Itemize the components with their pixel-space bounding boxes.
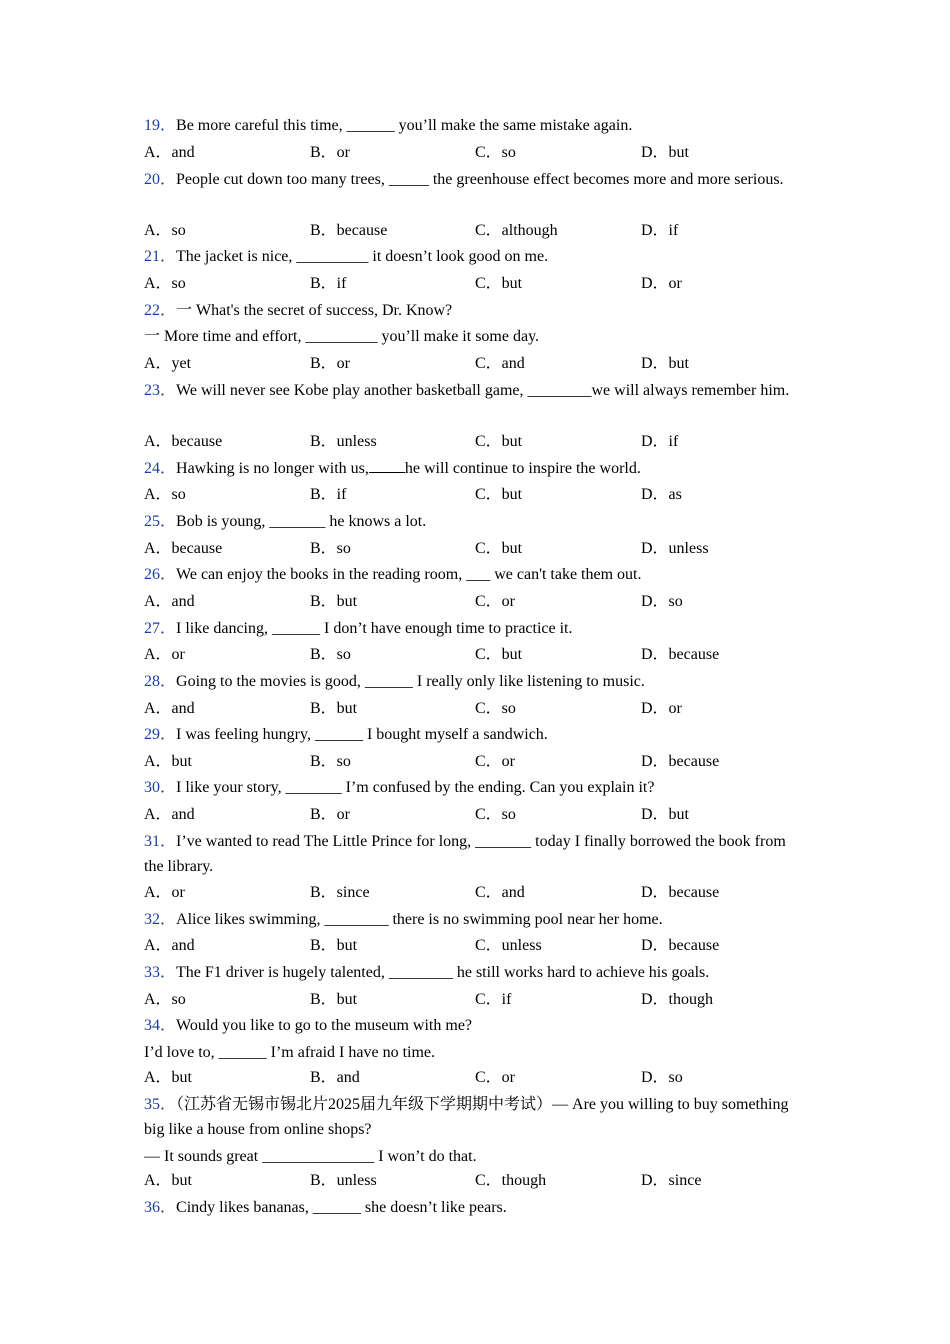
option-b: B．but <box>310 937 358 954</box>
option-c: C．or <box>475 753 516 770</box>
option-c: C．although <box>475 222 558 239</box>
option-a: A．but <box>144 753 193 770</box>
question-23 <box>144 378 794 403</box>
question-number: 20． <box>144 171 177 188</box>
question-number: 32． <box>144 911 177 928</box>
option-c: C．but <box>475 275 523 292</box>
question-number: 36． <box>144 1199 177 1216</box>
option-d: D．but <box>641 355 690 372</box>
option-a: A．but <box>144 1172 193 1189</box>
option-d: D．or <box>641 275 682 292</box>
question-stem: I like dancing, ______ I don’t have enough time to practice it. <box>176 620 573 637</box>
question-number: 34． <box>144 1017 177 1034</box>
option-a: A．and <box>144 700 195 717</box>
option-c: C．if <box>475 991 512 1008</box>
question-30 <box>144 775 794 800</box>
question-21 <box>144 244 794 269</box>
question-number: 21． <box>144 248 177 265</box>
option-d: D．unless <box>641 540 709 557</box>
options-34 <box>144 1065 804 1090</box>
option-a: A．so <box>144 222 186 239</box>
option-d: D．because <box>641 753 720 770</box>
question-stem: I’ve wanted to read The Little Prince for long, _______ today I finally borrowed the book from the library. <box>144 833 786 875</box>
question-29 <box>144 722 794 747</box>
question-26 <box>144 562 794 587</box>
option-c: C．so <box>475 700 516 717</box>
option-b: B．since <box>310 884 370 901</box>
option-a: A．so <box>144 275 186 292</box>
option-b: B．or <box>310 144 351 161</box>
options-25 <box>144 536 804 561</box>
option-a: A．and <box>144 144 195 161</box>
question-stem: I was feeling hungry, ______ I bought myself a sandwich. <box>176 726 548 743</box>
option-c: C．but <box>475 433 523 450</box>
question-20 <box>144 167 794 192</box>
option-c: C．or <box>475 593 516 610</box>
options-27 <box>144 642 804 667</box>
option-b: B．unless <box>310 433 377 450</box>
option-d: D．so <box>641 1069 683 1086</box>
option-b: B．unless <box>310 1172 377 1189</box>
question-number: 23． <box>144 382 177 399</box>
option-c: C．or <box>475 1069 516 1086</box>
question-stem-line-2: 一 More time and effort, _________ you’ll make it some day. <box>144 328 540 345</box>
question-36 <box>144 1195 794 1220</box>
question-stem: We will never see Kobe play another basketball game, ________we will always remember him. <box>176 382 790 399</box>
option-d: D．if <box>641 433 679 450</box>
option-b: B．because <box>310 222 388 239</box>
question-number: 29． <box>144 726 177 743</box>
question-25 <box>144 509 794 534</box>
options-33 <box>144 987 804 1012</box>
option-a: A．but <box>144 1069 193 1086</box>
question-stem: Be more careful this time, ______ you’ll make the same mistake again. <box>176 117 633 134</box>
option-a: A．or <box>144 646 185 663</box>
option-b: B．but <box>310 700 358 717</box>
question-35-line-3 <box>144 1144 794 1169</box>
options-21 <box>144 271 804 296</box>
option-c: C．but <box>475 540 523 557</box>
question-stem: People cut down too many trees, _____ the greenhouse effect becomes more and more serious. <box>176 171 784 188</box>
question-22-line-2 <box>144 324 794 349</box>
question-stem: The jacket is nice, _________ it doesn’t look good on me. <box>176 248 549 265</box>
option-d: D．because <box>641 937 720 954</box>
options-19 <box>144 140 804 165</box>
question-stem: Bob is young, _______ he knows a lot. <box>176 513 427 530</box>
question-stem: Alice likes swimming, ________ there is no swimming pool near her home. <box>176 911 663 928</box>
question-stem: （江苏省无锡市锡北片2025届九年级下学期期中考试）— Are you willing to buy something big like a house from online shops? <box>144 1096 789 1138</box>
option-c: C．unless <box>475 937 542 954</box>
option-d: D．if <box>641 222 679 239</box>
option-b: B．if <box>310 486 347 503</box>
option-d: D．because <box>641 646 720 663</box>
option-b: B．and <box>310 1069 360 1086</box>
option-c: C．and <box>475 884 525 901</box>
option-b: B．so <box>310 540 351 557</box>
option-b: B．but <box>310 593 358 610</box>
option-b: B．but <box>310 991 358 1008</box>
options-22 <box>144 351 804 376</box>
option-d: D．but <box>641 806 690 823</box>
option-d: D．so <box>641 593 683 610</box>
question-27 <box>144 616 794 641</box>
option-c: C．but <box>475 486 523 503</box>
question-34 <box>144 1013 794 1038</box>
answer-blank <box>369 459 405 473</box>
question-number: 35． <box>144 1096 177 1113</box>
options-26 <box>144 589 804 614</box>
option-a: A．or <box>144 884 185 901</box>
question-31 <box>144 829 794 879</box>
question-number: 24． <box>144 460 177 477</box>
options-23 <box>144 429 804 454</box>
option-d: D．though <box>641 991 714 1008</box>
options-31 <box>144 880 804 905</box>
question-22 <box>144 298 794 323</box>
question-stem-line-2: — It sounds great ______________ I won’t do that. <box>144 1148 477 1165</box>
question-28 <box>144 669 794 694</box>
option-c: C．so <box>475 806 516 823</box>
question-32 <box>144 907 794 932</box>
option-a: A．and <box>144 806 195 823</box>
options-20 <box>144 218 804 243</box>
question-24 <box>144 456 794 481</box>
option-d: D．because <box>641 884 720 901</box>
question-number: 28． <box>144 673 177 690</box>
option-b: B．so <box>310 646 351 663</box>
question-number: 31． <box>144 833 177 850</box>
options-35 <box>144 1168 804 1193</box>
option-c: C．though <box>475 1172 547 1189</box>
question-stem: Cindy likes bananas, ______ she doesn’t like pears. <box>176 1199 507 1216</box>
question-33 <box>144 960 794 985</box>
option-d: D．as <box>641 486 682 503</box>
options-24 <box>144 482 804 507</box>
option-c: C．but <box>475 646 523 663</box>
options-32 <box>144 933 804 958</box>
option-b: B．if <box>310 275 347 292</box>
options-29 <box>144 749 804 774</box>
question-stem: Would you like to go to the museum with me? <box>176 1017 473 1034</box>
question-stem: I like your story, _______ I’m confused by the ending. Can you explain it? <box>176 779 655 796</box>
question-number: 19． <box>144 117 177 134</box>
question-number: 27． <box>144 620 177 637</box>
option-c: C．so <box>475 144 516 161</box>
question-number: 26． <box>144 566 177 583</box>
option-a: A．so <box>144 486 186 503</box>
question-number: 22． <box>144 302 177 319</box>
option-a: A．because <box>144 540 223 557</box>
question-number: 33． <box>144 964 177 981</box>
option-a: A．yet <box>144 355 192 372</box>
option-a: A．because <box>144 433 223 450</box>
option-b: B．or <box>310 355 351 372</box>
option-a: A．and <box>144 937 195 954</box>
question-stem-end: he will continue to inspire the world. <box>404 460 641 477</box>
option-b: B．or <box>310 806 351 823</box>
question-34-line-2 <box>144 1040 794 1065</box>
option-d: D．or <box>641 700 682 717</box>
option-d: D．but <box>641 144 690 161</box>
question-19 <box>144 113 794 138</box>
question-stem: We can enjoy the books in the reading room, ___ we can't take them out. <box>176 566 642 583</box>
option-b: B．so <box>310 753 351 770</box>
options-30 <box>144 802 804 827</box>
options-28 <box>144 696 804 721</box>
question-stem-start: Hawking is no longer with us, <box>176 460 369 477</box>
option-a: A．and <box>144 593 195 610</box>
option-c: C．and <box>475 355 525 372</box>
question-stem: Going to the movies is good, ______ I really only like listening to music. <box>176 673 645 690</box>
question-number: 30． <box>144 779 177 796</box>
option-a: A．so <box>144 991 186 1008</box>
question-stem-line-2: I’d love to, ______ I’m afraid I have no time. <box>144 1044 436 1061</box>
question-stem: 一 What's the secret of success, Dr. Know? <box>176 302 453 319</box>
option-d: D．since <box>641 1172 702 1189</box>
question-35 <box>144 1092 794 1142</box>
question-number: 25． <box>144 513 177 530</box>
question-stem: The F1 driver is hugely talented, ________ he still works hard to achieve his goals. <box>176 964 710 981</box>
